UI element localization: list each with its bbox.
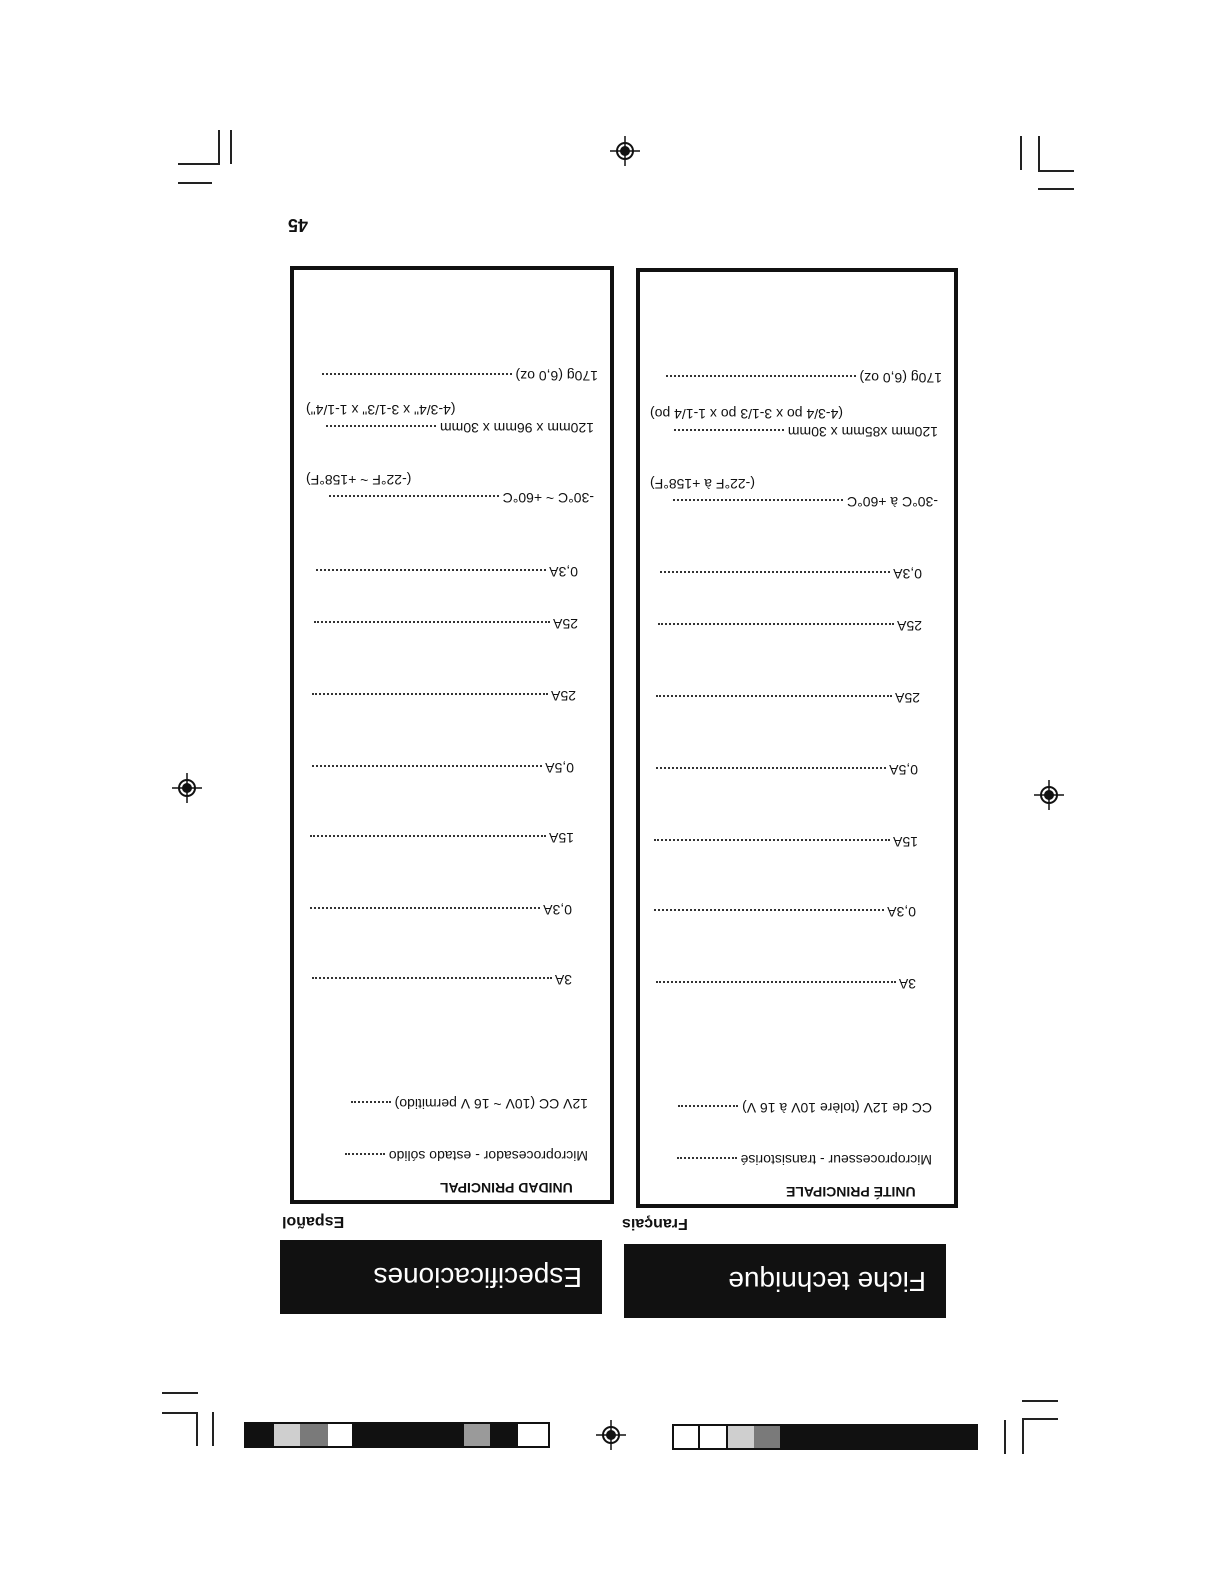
crop-mark-icon (1022, 1418, 1024, 1454)
spec-row-fr-9-sub: (-22°F à +158°F) (650, 476, 755, 492)
spec-row-es-2: 3A (298, 972, 572, 988)
spec-row-fr-8: 0,3A (642, 566, 922, 582)
crop-mark-icon (1022, 1418, 1058, 1420)
crop-mark-icon (212, 1412, 214, 1446)
spec-row-fr-2: 3A (642, 976, 916, 992)
section-title-fr: UNITÉ PRINCIPALE (786, 1184, 916, 1200)
crop-mark-icon (1020, 136, 1022, 170)
spec-row-es-3: 0,3A (298, 902, 572, 918)
crop-mark-icon (196, 1412, 198, 1446)
spec-row-fr-11: 170g (6,0 oz) (642, 370, 942, 386)
spec-row-fr-1: CC de 12V (tolère 10V à 16 V) (642, 1100, 932, 1116)
crop-mark-icon (162, 1392, 198, 1394)
spec-row-fr-6: 25A (642, 690, 920, 706)
crop-mark-icon (178, 182, 212, 184)
language-label-fr: Français (622, 1215, 688, 1232)
crop-mark-icon (1038, 170, 1074, 172)
spec-row-es-4: 15A (298, 830, 574, 846)
spec-row-fr-10-sub: (4-3/4 po x 3-1/3 po x 1-1/4 po) (650, 406, 843, 422)
spec-row-fr-5: 0,5A (642, 762, 918, 778)
registration-mark-icon (1034, 780, 1064, 810)
banner-especificaciones: Especificaciones (280, 1240, 602, 1314)
spec-row-es-6: 25A (298, 688, 576, 704)
crop-mark-icon (1038, 136, 1040, 172)
crop-mark-icon (218, 130, 220, 164)
banner-fiche-technique: Fiche technique (624, 1244, 946, 1318)
spec-row-fr-10: 120mm x85mm x 30mm (642, 424, 938, 440)
spec-row-fr-3: 0,3A (642, 904, 916, 920)
spec-row-fr-0: Microprocesseur - transistorisé (642, 1152, 932, 1168)
language-label-es: Español (282, 1213, 345, 1230)
spec-row-es-7: 25A (298, 616, 578, 632)
section-title-es: UNIDAD PRINCIPAL (440, 1180, 573, 1196)
crop-mark-icon (178, 163, 220, 165)
spec-row-es-1: 12V CC (10V ~ 16 V permitido) (298, 1096, 588, 1112)
crop-mark-icon (162, 1412, 198, 1414)
spec-row-fr-4: 15A (642, 834, 918, 850)
spec-row-es-0: Microprocesador - estado sólido (298, 1148, 588, 1164)
spec-row-es-9: -30°C ~ +60°C (298, 490, 594, 506)
spec-row-es-8: 0,3A (298, 564, 578, 580)
crop-mark-icon (1038, 188, 1074, 190)
spec-row-es-10-sub: (4-3/4" x 3-1/3" x 1-1/4") (306, 402, 456, 418)
color-bar (672, 1424, 978, 1450)
spec-row-es-11: 170g (6,0 oz) (298, 368, 598, 384)
registration-mark-icon (610, 136, 640, 166)
spec-row-fr-9: -30°C à +60°C (642, 494, 938, 510)
crop-mark-icon (1004, 1420, 1006, 1454)
spec-row-es-9-sub: (-22°F ~ +158°F) (306, 472, 412, 488)
page-number: 45 (288, 215, 309, 235)
spec-row-fr-7: 25A (642, 618, 922, 634)
crop-mark-icon (1022, 1400, 1058, 1402)
crop-mark-icon (230, 130, 232, 164)
registration-mark-icon (172, 773, 202, 803)
registration-mark-icon (596, 1420, 626, 1450)
spec-row-es-5: 0,5A (298, 760, 574, 776)
color-bar (244, 1422, 550, 1448)
spec-row-es-10: 120mm x 96mm x 30mm (298, 420, 594, 436)
